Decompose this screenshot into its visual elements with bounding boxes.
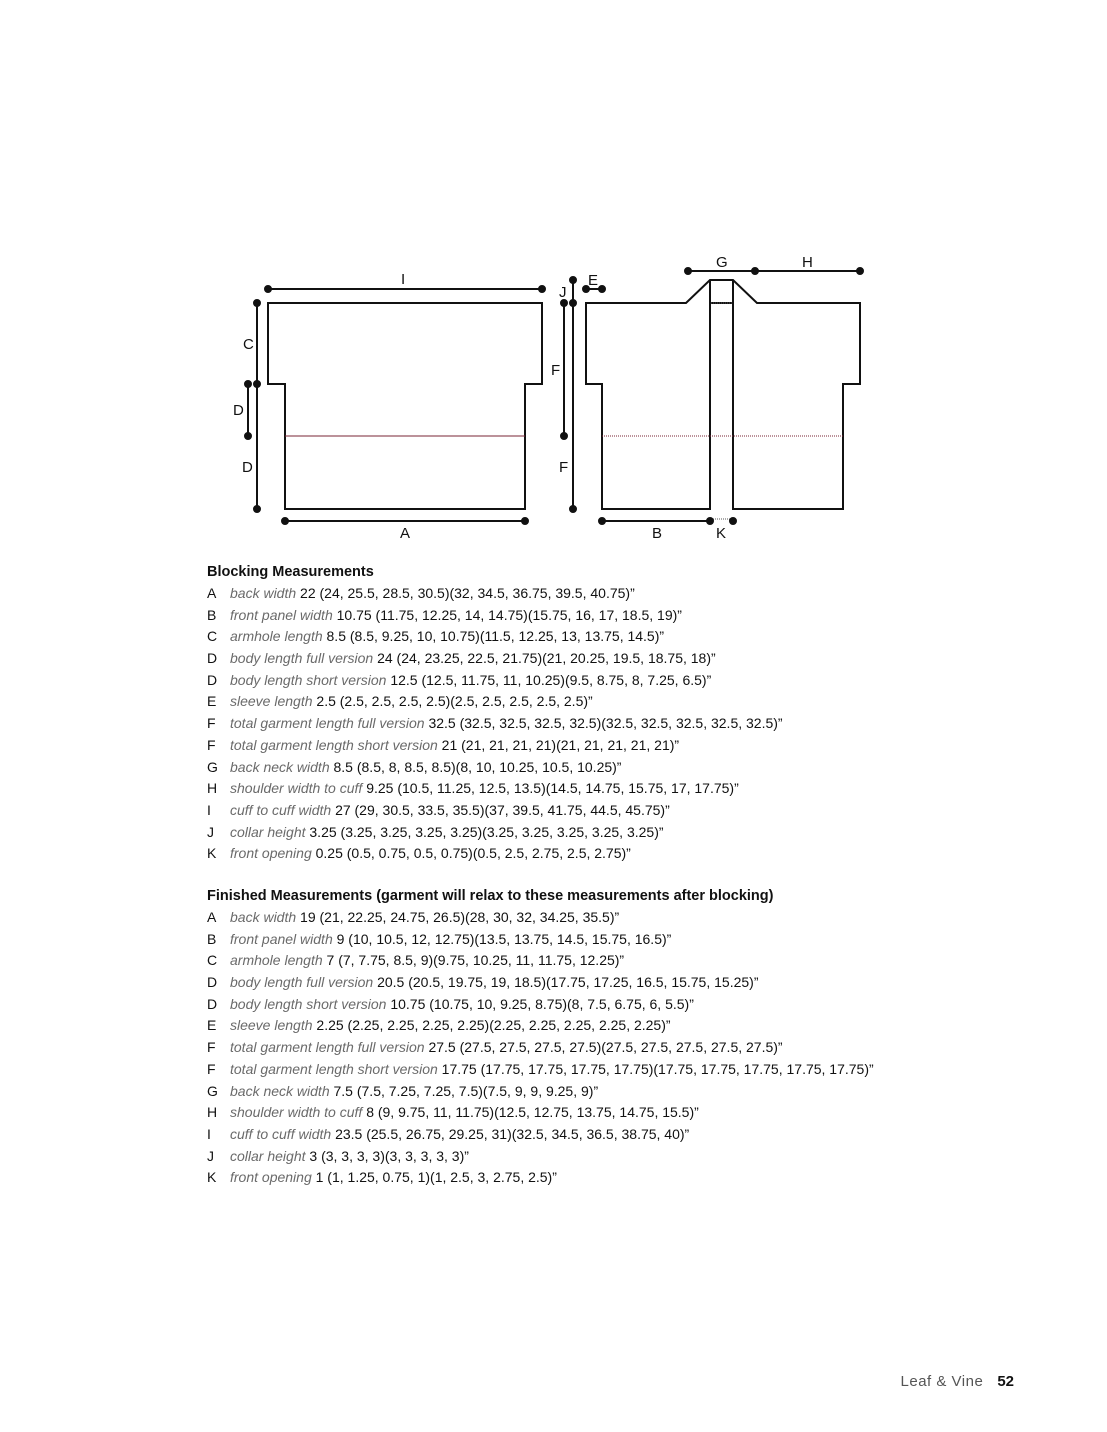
- measurement-label: armhole length: [230, 952, 323, 969]
- measurement-code: F: [207, 1060, 216, 1077]
- measurement-value: 3 (3, 3, 3, 3)(3, 3, 3, 3, 3)”: [309, 1147, 469, 1164]
- label-i: I: [401, 271, 406, 288]
- measurement-row: [207, 778, 783, 800]
- footer-brand: Leaf & Vine: [900, 1373, 984, 1390]
- measurement-row: [207, 1167, 874, 1189]
- garment-schematic: [0, 0, 1107, 560]
- measurement-code: E: [207, 1017, 217, 1034]
- measurement-code: D: [207, 995, 218, 1012]
- measurement-label: cuff to cuff width: [230, 801, 332, 818]
- measurement-row: [207, 972, 874, 994]
- label-a: A: [400, 525, 411, 542]
- measurement-code: F: [207, 736, 216, 753]
- label-d-short: D: [233, 402, 244, 419]
- dimension-a: [282, 518, 528, 524]
- measurement-label: total garment length full version: [230, 715, 425, 732]
- measurement-row: [207, 670, 783, 692]
- measurement-label: front panel width: [230, 606, 333, 623]
- dimension-k: [730, 518, 736, 524]
- measurement-row: [207, 757, 783, 779]
- dimension-f-short: [561, 300, 567, 439]
- measurement-value: 7.5 (7.5, 7.25, 7.25, 7.5)(7.5, 9, 9, 9.25, 9)”: [333, 1082, 599, 1099]
- measurement-row: [207, 713, 783, 735]
- measurement-code: H: [207, 1104, 218, 1121]
- measurement-label: body length full version: [230, 650, 374, 667]
- measurement-code: D: [207, 974, 218, 991]
- measurement-label: front opening: [230, 845, 312, 862]
- measurement-row: [207, 1081, 874, 1103]
- measurement-value: 8.5 (8.5, 8, 8.5, 8.5)(8, 10, 10.25, 10.5, 10.25)”: [333, 758, 622, 775]
- measurement-row: [207, 626, 783, 648]
- page-number: 52: [997, 1373, 1014, 1390]
- front-panel-outline: [586, 280, 860, 509]
- measurement-code: K: [207, 1169, 217, 1186]
- measurement-code: I: [207, 801, 211, 818]
- finished-measurements-list: [207, 907, 874, 1189]
- measurement-value: 22 (24, 25.5, 28.5, 30.5)(32, 34.5, 36.75, 39.5, 40.75)”: [300, 585, 635, 601]
- measurement-value: 24 (24, 23.25, 22.5, 21.75)(21, 20.25, 19.5, 18.75, 18)”: [377, 650, 716, 667]
- measurement-row: [207, 843, 783, 865]
- measurement-label: collar height: [230, 1147, 306, 1164]
- dimension-f-full: [570, 303, 576, 512]
- measurement-row: [207, 605, 783, 627]
- measurement-value: 32.5 (32.5, 32.5, 32.5, 32.5)(32.5, 32.5, 32.5, 32.5, 32.5)”: [428, 715, 783, 732]
- measurement-label: total garment length full version: [230, 1039, 425, 1056]
- measurement-label: front panel width: [230, 930, 333, 947]
- measurement-row: [207, 1146, 874, 1168]
- measurement-row: [207, 1015, 874, 1037]
- measurement-label: collar height: [230, 823, 306, 840]
- measurement-label: cuff to cuff width: [230, 1125, 332, 1142]
- measurement-value: 2.25 (2.25, 2.25, 2.25, 2.25)(2.25, 2.25, 2.25, 2.25, 2.25)”: [316, 1017, 671, 1034]
- measurement-row: [207, 907, 874, 929]
- label-b: B: [652, 525, 663, 542]
- measurement-code: A: [207, 585, 217, 601]
- measurement-row: [207, 822, 783, 844]
- measurement-code: K: [207, 845, 217, 862]
- measurement-code: B: [207, 606, 217, 623]
- measurement-value: 27.5 (27.5, 27.5, 27.5, 27.5)(27.5, 27.5, 27.5, 27.5, 27.5)”: [428, 1039, 783, 1056]
- measurement-label: back neck width: [230, 1082, 330, 1099]
- measurement-value: 7 (7, 7.75, 8.5, 9)(9.75, 10.25, 11, 11.75, 12.25)”: [326, 952, 625, 969]
- measurement-label: body length short version: [230, 671, 387, 688]
- dimension-b: [599, 518, 713, 524]
- measurement-code: J: [207, 823, 214, 840]
- measurement-code: G: [207, 758, 218, 775]
- label-g: G: [716, 254, 728, 271]
- measurement-value: 9.25 (10.5, 11.25, 12.5, 13.5)(14.5, 14.75, 15.75, 17, 17.75)”: [366, 780, 739, 797]
- measurement-row: [207, 929, 874, 951]
- measurement-value: 17.75 (17.75, 17.75, 17.75, 17.75)(17.75, 17.75, 17.75, 17.75, 17.75)”: [441, 1060, 874, 1077]
- measurement-row: [207, 735, 783, 757]
- measurement-label: sleeve length: [230, 693, 313, 710]
- dimension-d-short: [245, 381, 251, 439]
- measurement-value: 12.5 (12.5, 11.75, 11, 10.25)(9.5, 8.75, 8, 7.25, 6.5)”: [390, 671, 712, 688]
- label-h: H: [802, 254, 813, 271]
- measurement-row: [207, 1059, 874, 1081]
- measurement-label: shoulder width to cuff: [230, 780, 363, 797]
- blocking-measurements-list: [207, 583, 783, 865]
- label-k: K: [716, 525, 727, 542]
- label-e: E: [588, 272, 599, 289]
- measurement-label: back neck width: [230, 758, 330, 775]
- measurement-value: 1 (1, 1.25, 0.75, 1)(1, 2.5, 3, 2.75, 2.5)”: [315, 1169, 557, 1186]
- measurement-row: [207, 950, 874, 972]
- measurement-code: A: [207, 909, 217, 925]
- measurement-code: E: [207, 693, 217, 710]
- back-panel-outline: [268, 303, 542, 509]
- measurement-code: I: [207, 1125, 211, 1142]
- measurement-label: front opening: [230, 1169, 312, 1186]
- measurement-value: 21 (21, 21, 21, 21)(21, 21, 21, 21, 21)”: [441, 736, 680, 753]
- label-f-lower: F: [559, 459, 569, 476]
- measurement-row: [207, 800, 783, 822]
- measurement-code: H: [207, 780, 218, 797]
- measurement-value: 10.75 (10.75, 10, 9.25, 8.75)(8, 7.5, 6.75, 6, 5.5)”: [390, 995, 694, 1012]
- page-footer: [901, 1373, 1014, 1390]
- measurement-row: [207, 1124, 874, 1146]
- label-f-upper: F: [551, 362, 561, 379]
- measurement-label: total garment length short version: [230, 736, 438, 753]
- measurement-value: 19 (21, 22.25, 24.75, 26.5)(28, 30, 32, 34.25, 35.5)”: [300, 909, 620, 925]
- measurement-value: 27 (29, 30.5, 33.5, 35.5)(37, 39.5, 41.75, 44.5, 45.75)”: [335, 801, 670, 818]
- measurement-row: [207, 1102, 874, 1124]
- dimension-j: [570, 277, 576, 306]
- measurement-label: body length short version: [230, 995, 387, 1012]
- measurement-row: [207, 1037, 874, 1059]
- measurement-value: 8 (9, 9.75, 11, 11.75)(12.5, 12.75, 13.75, 14.75, 15.5)”: [366, 1104, 699, 1121]
- measurement-value: 0.25 (0.5, 0.75, 0.5, 0.75)(0.5, 2.5, 2.75, 2.5, 2.75)”: [315, 845, 631, 862]
- measurement-value: 10.75 (11.75, 12.25, 14, 14.75)(15.75, 16, 17, 18.5, 19)”: [336, 606, 682, 623]
- measurement-code: C: [207, 952, 218, 969]
- measurement-code: B: [207, 930, 217, 947]
- measurement-label: back width: [230, 909, 297, 925]
- measurement-row: [207, 994, 874, 1016]
- dimension-d-full: [254, 384, 260, 512]
- label-c: C: [243, 336, 254, 353]
- dimension-c: [254, 300, 260, 387]
- measurement-code: G: [207, 1082, 218, 1099]
- label-d-full: D: [242, 459, 253, 476]
- measurement-code: D: [207, 671, 218, 688]
- measurement-value: 20.5 (20.5, 19.75, 19, 18.5)(17.75, 17.25, 16.5, 15.75, 15.25)”: [377, 974, 759, 991]
- measurement-value: 9 (10, 10.5, 12, 12.75)(13.5, 13.75, 14.5, 15.75, 16.5)”: [336, 930, 672, 947]
- measurement-value: 3.25 (3.25, 3.25, 3.25, 3.25)(3.25, 3.25, 3.25, 3.25, 3.25)”: [309, 823, 664, 840]
- measurement-code: D: [207, 650, 218, 667]
- measurement-label: armhole length: [230, 628, 323, 645]
- measurement-value: 8.5 (8.5, 9.25, 10, 10.75)(11.5, 12.25, 13, 13.75, 14.5)”: [326, 628, 665, 645]
- measurement-code: F: [207, 715, 216, 732]
- label-j: J: [559, 284, 567, 301]
- measurement-label: body length full version: [230, 974, 374, 991]
- blocking-measurements-title: Blocking Measurements: [207, 564, 374, 580]
- measurement-label: sleeve length: [230, 1017, 313, 1034]
- measurement-row: [207, 691, 783, 713]
- measurement-row: [207, 583, 783, 605]
- measurement-code: F: [207, 1039, 216, 1056]
- measurement-label: back width: [230, 585, 297, 601]
- measurement-label: shoulder width to cuff: [230, 1104, 363, 1121]
- finished-measurements-title: Finished Measurements (garment will relax to these measurements after blocking): [207, 888, 774, 904]
- measurement-label: total garment length short version: [230, 1060, 438, 1077]
- measurement-value: 23.5 (25.5, 26.75, 29.25, 31)(32.5, 34.5, 36.5, 38.75, 40)”: [335, 1125, 690, 1142]
- measurement-row: [207, 648, 783, 670]
- measurement-code: J: [207, 1147, 214, 1164]
- measurement-value: 2.5 (2.5, 2.5, 2.5, 2.5)(2.5, 2.5, 2.5, 2.5, 2.5)”: [316, 693, 593, 710]
- measurement-code: C: [207, 628, 218, 645]
